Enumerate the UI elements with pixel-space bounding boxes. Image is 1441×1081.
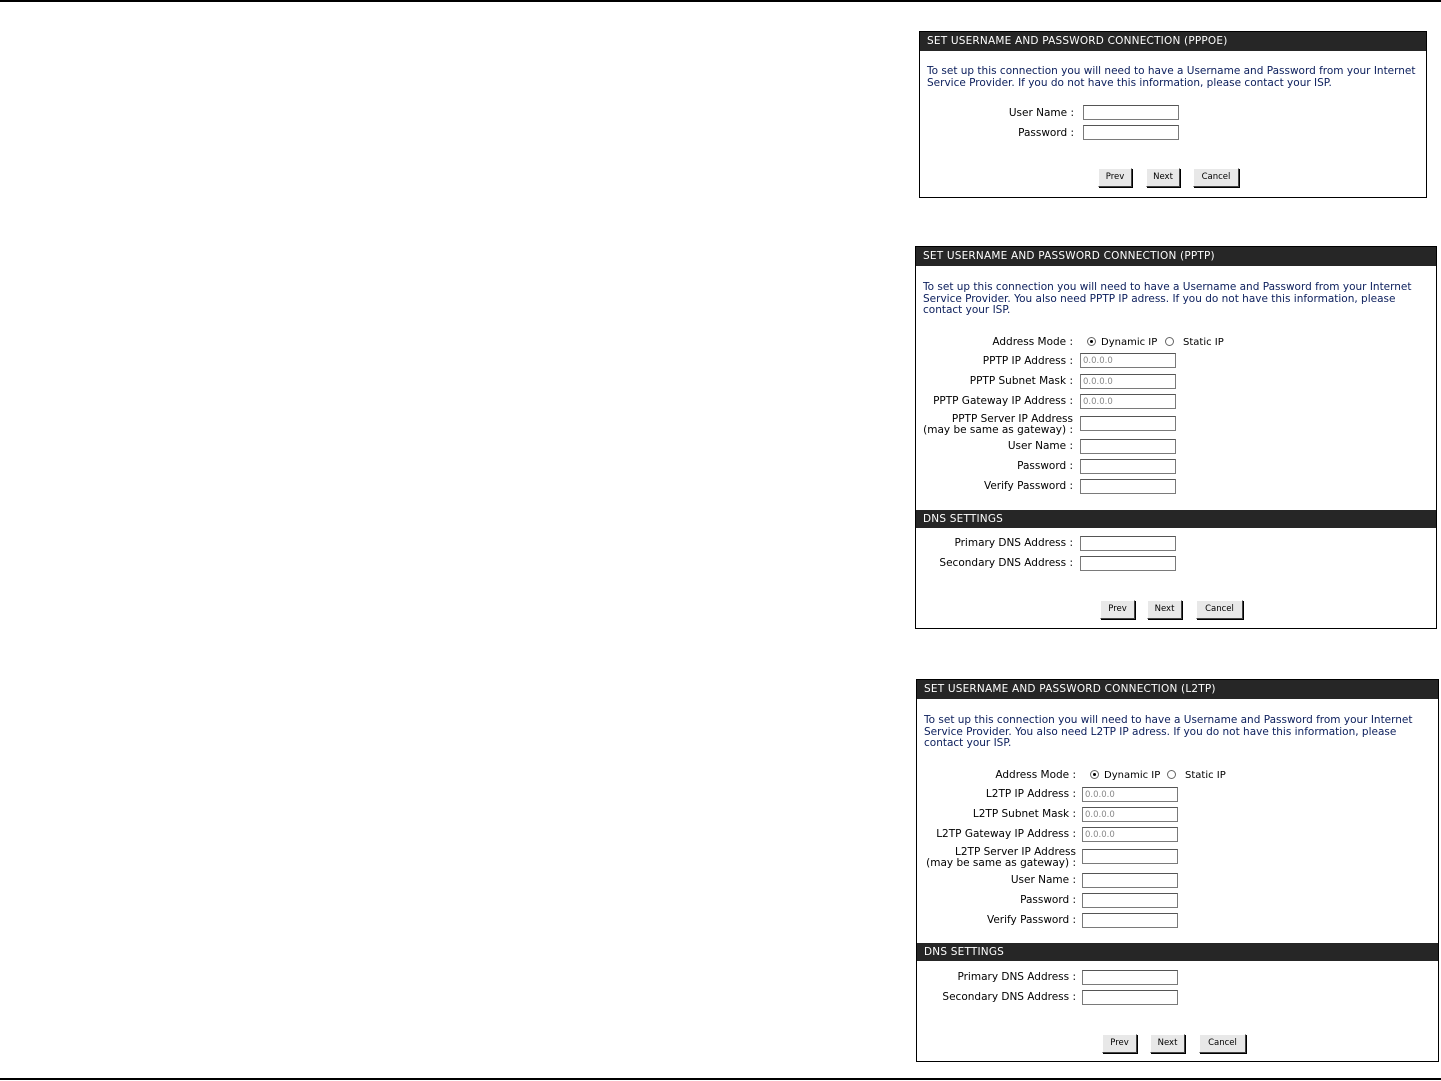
pptp-primary-dns-input[interactable] — [1080, 536, 1176, 551]
l2tp-dynamic-ip-label: Dynamic IP — [1104, 770, 1161, 781]
pptp-intro-text: To set up this connection you will need to have a Username and Password from your Internet Service Provider. You also need PPTP IP adress. If you do not have this information, please contact your ISP. — [923, 281, 1412, 316]
l2tp-gateway-ip-label: L2TP Gateway IP Address : — [936, 828, 1076, 840]
pptp-secondary-dns-input[interactable] — [1080, 556, 1176, 571]
l2tp-dns-settings-title: DNS SETTINGS — [917, 943, 1438, 961]
l2tp-gateway-ip-input[interactable] — [1082, 827, 1178, 842]
pptp-gateway-ip-label: PPTP Gateway IP Address : — [933, 395, 1073, 407]
pptp-subnet-mask-input[interactable] — [1080, 374, 1176, 389]
pptp-password-label: Password : — [1017, 460, 1073, 472]
l2tp-secondary-dns-label: Secondary DNS Address : — [942, 991, 1076, 1003]
pppoe-password-label: Password : — [1018, 127, 1074, 139]
pptp-cancel-button[interactable]: Cancel — [1196, 600, 1243, 619]
l2tp-user-name-input[interactable] — [1082, 873, 1178, 888]
l2tp-server-ip-label: L2TP Server IP Address — [955, 846, 1076, 858]
pppoe-prev-button[interactable]: Prev — [1098, 168, 1132, 187]
pptp-server-ip-sublabel: (may be same as gateway) : — [923, 424, 1073, 436]
pptp-address-mode-label: Address Mode : — [992, 336, 1073, 348]
l2tp-panel — [916, 679, 1439, 1062]
l2tp-intro-text: To set up this connection you will need to have a Username and Password from your Internet Service Provider. You also need L2TP IP adress. If you do not have this information, please contact your ISP. — [924, 714, 1413, 749]
pptp-dynamic-ip-radio[interactable] — [1087, 337, 1096, 346]
l2tp-ip-address-label: L2TP IP Address : — [985, 788, 1076, 800]
l2tp-subnet-mask-label: L2TP Subnet Mask : — [972, 808, 1076, 820]
pptp-verify-password-input[interactable] — [1080, 479, 1176, 494]
pptp-server-ip-label: PPTP Server IP Address — [951, 413, 1073, 425]
l2tp-cancel-button[interactable]: Cancel — [1199, 1034, 1246, 1053]
pptp-server-ip-input[interactable] — [1080, 416, 1176, 431]
pptp-panel — [915, 246, 1437, 629]
l2tp-secondary-dns-input[interactable] — [1082, 990, 1178, 1005]
pptp-subnet-mask-label: PPTP Subnet Mask : — [969, 375, 1073, 387]
bottom-rule — [0, 1078, 1441, 1080]
pppoe-password-input[interactable] — [1083, 125, 1179, 140]
l2tp-server-ip-input[interactable] — [1082, 849, 1178, 864]
l2tp-static-ip-label: Static IP — [1185, 770, 1226, 781]
l2tp-ip-address-input[interactable] — [1082, 787, 1178, 802]
l2tp-verify-password-label: Verify Password : — [986, 914, 1076, 926]
top-rule — [0, 0, 1441, 2]
l2tp-prev-button[interactable]: Prev — [1102, 1034, 1137, 1053]
pppoe-intro-text: To set up this connection you will need to have a Username and Password from your Internet Service Provider. If you do not have this information, please contact your ISP. — [927, 65, 1416, 89]
pptp-ip-address-label: PPTP IP Address : — [982, 355, 1073, 367]
pptp-static-ip-radio[interactable] — [1165, 337, 1174, 346]
pptp-ip-address-input[interactable] — [1080, 353, 1176, 368]
l2tp-subnet-mask-input[interactable] — [1082, 807, 1178, 822]
pptp-verify-password-label: Verify Password : — [983, 480, 1073, 492]
pptp-static-ip-label: Static IP — [1183, 337, 1224, 348]
pptp-prev-button[interactable]: Prev — [1100, 600, 1135, 619]
pptp-secondary-dns-label: Secondary DNS Address : — [939, 557, 1073, 569]
pptp-password-input[interactable] — [1080, 459, 1176, 474]
l2tp-password-label: Password : — [1020, 894, 1076, 906]
pptp-user-name-label: User Name : — [1007, 440, 1073, 452]
pptp-next-button[interactable]: Next — [1147, 600, 1182, 619]
l2tp-address-mode-label: Address Mode : — [995, 769, 1076, 781]
l2tp-dynamic-ip-radio[interactable] — [1090, 770, 1099, 779]
l2tp-user-name-label: User Name : — [1010, 874, 1076, 886]
pppoe-panel — [919, 31, 1427, 198]
pppoe-next-button[interactable]: Next — [1146, 168, 1180, 187]
l2tp-password-input[interactable] — [1082, 893, 1178, 908]
pptp-gateway-ip-input[interactable] — [1080, 394, 1176, 409]
l2tp-panel-title: SET USERNAME AND PASSWORD CONNECTION (L2TP) — [917, 680, 1438, 699]
pptp-dynamic-ip-label: Dynamic IP — [1101, 337, 1158, 348]
l2tp-static-ip-radio[interactable] — [1167, 770, 1176, 779]
pppoe-panel-title: SET USERNAME AND PASSWORD CONNECTION (PPPOE) — [920, 32, 1426, 51]
pptp-dns-settings-title: DNS SETTINGS — [916, 510, 1436, 528]
pppoe-user-name-input[interactable] — [1083, 105, 1179, 120]
l2tp-next-button[interactable]: Next — [1150, 1034, 1185, 1053]
pptp-panel-title: SET USERNAME AND PASSWORD CONNECTION (PPTP) — [916, 247, 1436, 266]
pptp-primary-dns-label: Primary DNS Address : — [954, 537, 1073, 549]
pppoe-cancel-button[interactable]: Cancel — [1193, 168, 1239, 187]
l2tp-primary-dns-input[interactable] — [1082, 970, 1178, 985]
l2tp-primary-dns-label: Primary DNS Address : — [957, 971, 1076, 983]
l2tp-verify-password-input[interactable] — [1082, 913, 1178, 928]
pppoe-user-name-label: User Name : — [1008, 107, 1074, 119]
pptp-user-name-input[interactable] — [1080, 439, 1176, 454]
l2tp-server-ip-sublabel: (may be same as gateway) : — [926, 857, 1076, 869]
